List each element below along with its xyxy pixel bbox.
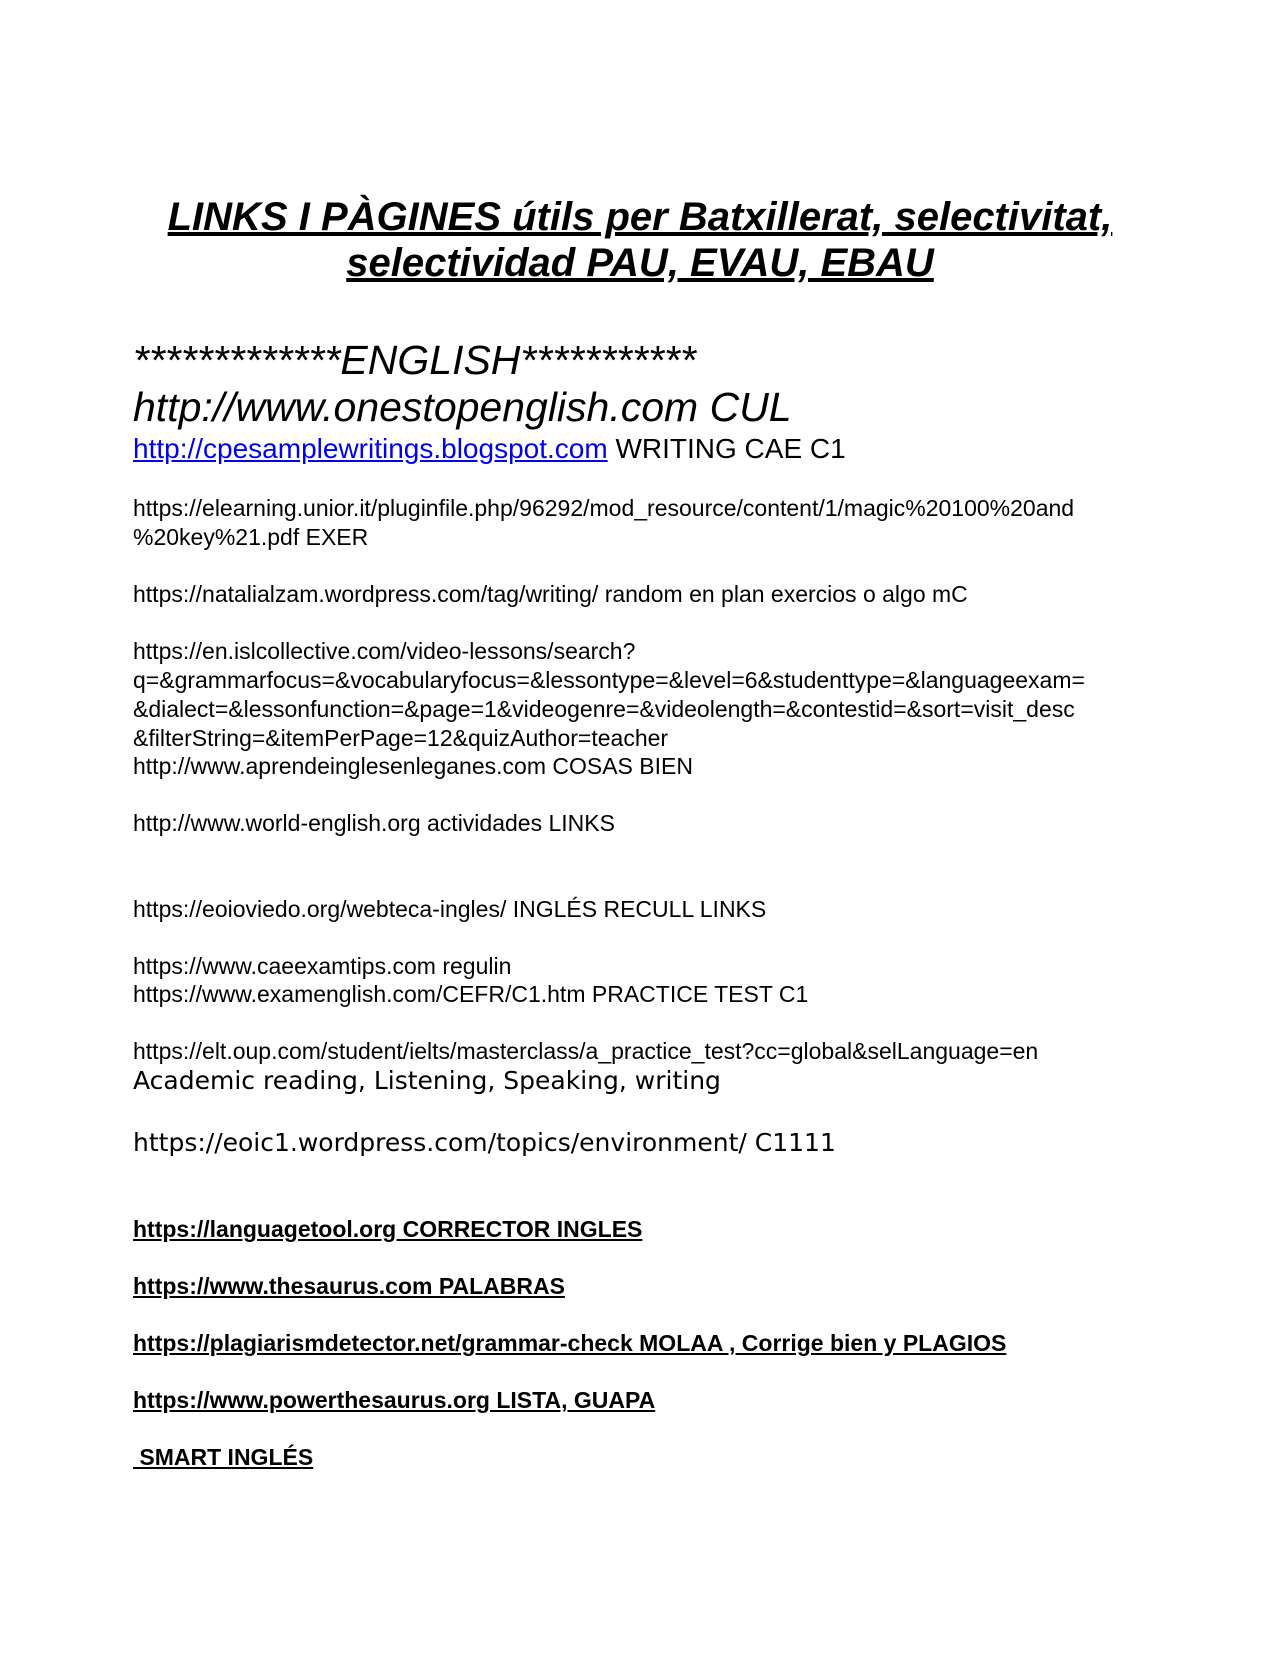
eoic1-entry: https://eoic1.wordpress.com/topics/environment/ C1111: [133, 1128, 836, 1157]
examenglish-entry: https://www.examenglish.com/CEFR/C1.htm PRACTICE TEST C1: [133, 981, 809, 1007]
onestopenglish-entry: http://www.onestopenglish.com CUL: [133, 384, 792, 430]
unior-entry-line-1: https://elearning.unior.it/pluginfile.php/96292/mod_resource/content/1/magic%20100%20and: [133, 495, 1075, 521]
islcollective-entry-line-2: q=&grammarfocus=&vocabularyfocus=&lessontype=&level=6&studenttype=&languageexam=: [133, 667, 1085, 693]
cpe-sample-writings-entry: [133, 433, 846, 465]
islcollective-entry-line-3: &dialect=&lessonfunction=&page=1&videogenre=&videolength=&contestid=&sort=visit_desc: [133, 696, 1075, 722]
english-section-header: *************ENGLISH***********: [133, 337, 696, 383]
academic-skills-note: Academic reading, Listening, Speaking, writing: [133, 1066, 721, 1095]
smart-ingles-entry: SMART INGLÉS: [133, 1444, 314, 1470]
caeexamtips-entry: https://www.caeexamtips.com regulin: [133, 953, 512, 979]
plagiarismdetector-entry: https://plagiarismdetector.net/grammar-check MOLAA , Corrige bien y PLAGIOS: [133, 1330, 1007, 1356]
islcollective-entry-line-4: &filterString=&itemPerPage=12&quizAuthor=teacher: [133, 725, 669, 751]
cpe-sample-writings-link[interactable]: http://cpesamplewritings.blogspot.com: [133, 433, 608, 464]
aprendeinglesenleganes-entry: http://www.aprendeinglesenleganes.com COSAS BIEN: [133, 753, 693, 779]
natalialzam-entry: https://natalialzam.wordpress.com/tag/writing/ random en plan exercios o algo mC: [133, 581, 968, 607]
unior-entry-line-2: %20key%21.pdf EXER: [133, 524, 369, 550]
islcollective-entry-line-1: https://en.islcollective.com/video-lessons/search?: [133, 638, 636, 664]
powerthesaurus-entry: https://www.powerthesaurus.org LISTA, GUAPA: [133, 1387, 656, 1413]
document-title-line-1: LINKS I PÀGINES útils per Batxillerat, selectivitat,: [167, 195, 1113, 239]
languagetool-entry: https://languagetool.org CORRECTOR INGLES: [133, 1216, 643, 1242]
eoioviedo-entry: https://eoioviedo.org/webteca-ingles/ INGLÉS RECULL LINKS: [133, 896, 767, 922]
document-title-line-2: selectividad PAU, EVAU, EBAU: [346, 241, 934, 285]
thesaurus-entry: https://www.thesaurus.com PALABRAS: [133, 1273, 565, 1299]
cpe-sample-writings-note: WRITING CAE C1: [607, 433, 846, 464]
oup-ielts-entry: https://elt.oup.com/student/ielts/masterclass/a_practice_test?cc=global&selLanguage=en: [133, 1038, 1039, 1064]
world-english-entry: http://www.world-english.org actividades LINKS: [133, 810, 615, 836]
